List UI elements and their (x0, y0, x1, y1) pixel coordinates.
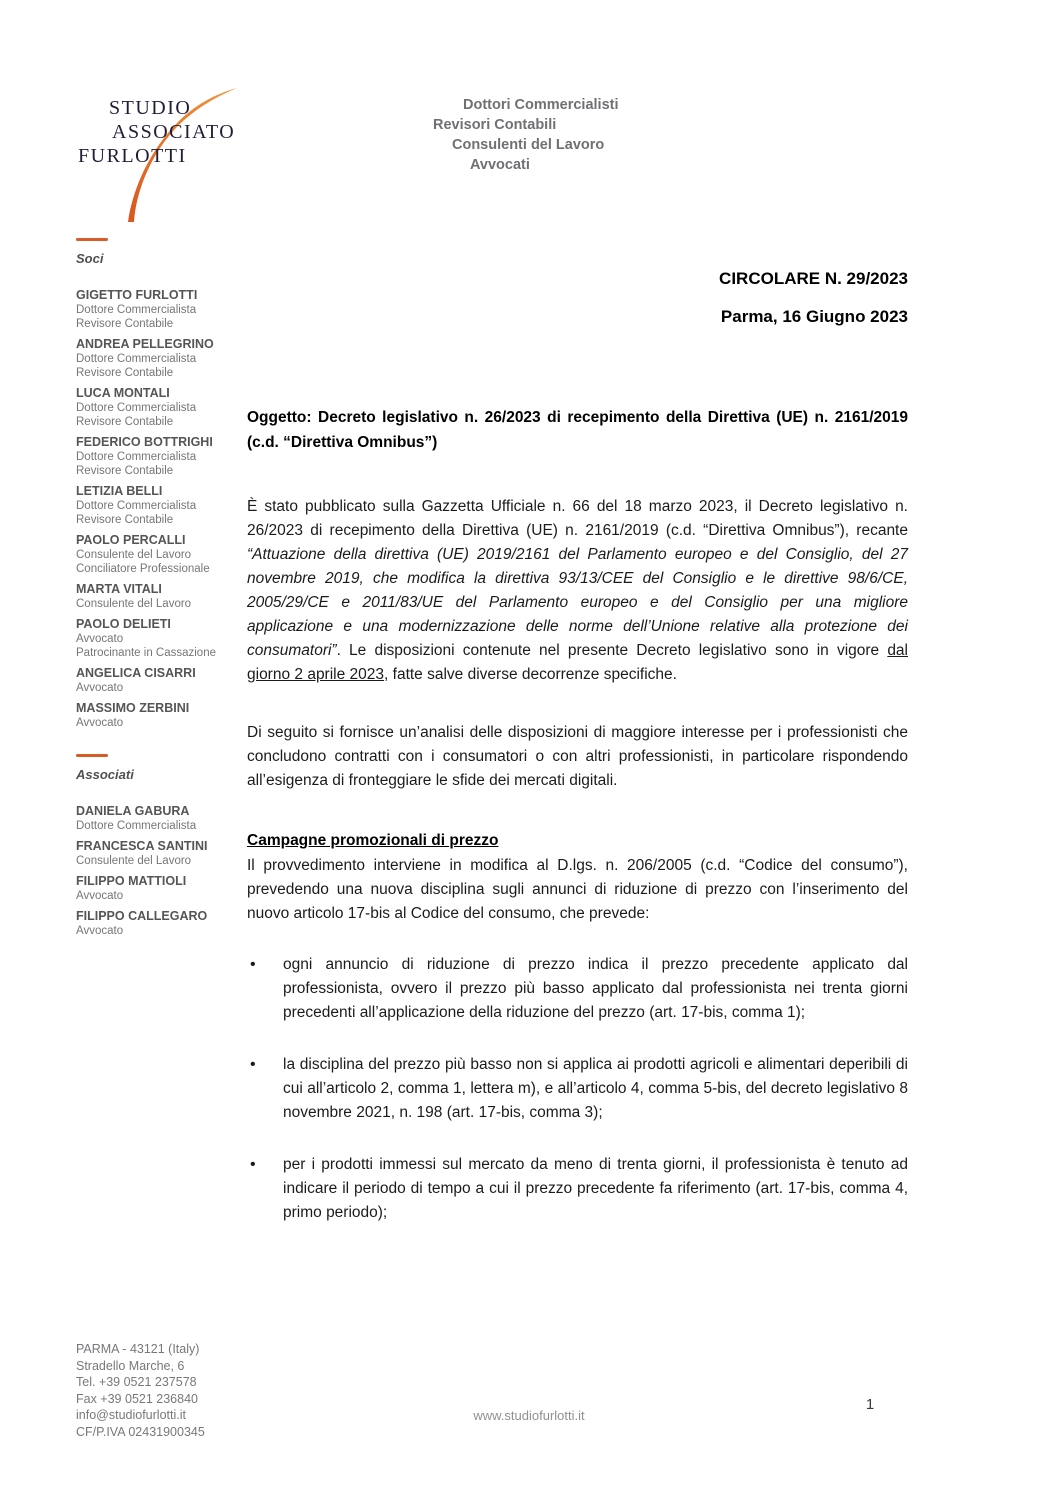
service-line: Dottori Commercialisti (463, 97, 619, 113)
address-line: info@studiofurlotti.it (76, 1408, 186, 1422)
soci-label: Soci (76, 251, 104, 266)
member-entry (76, 337, 236, 380)
paragraph-overview: Di seguito si fornisce un’analisi delle disposizioni di maggiore interesse per i professionisti che concludono contratti con i consumatori o con altri professionisti, in particolare rispondendo all’esigenza di fronteggiare le sfide dei mercati digitali. (247, 724, 908, 789)
address-line: Stradello Marche, 6 (76, 1358, 185, 1373)
sidebar (76, 238, 236, 944)
member-roles: Consulente del Lavoro (76, 855, 192, 867)
member-name: PAOLO DELIETI (76, 617, 171, 631)
member-roles: Avvocato (76, 925, 124, 937)
member-roles: Consulente del Lavoro (76, 598, 192, 610)
member-entry (76, 909, 236, 938)
member-name: DANIELA GABURA (76, 804, 190, 818)
member-entry (76, 386, 236, 429)
member-name: LUCA MONTALI (76, 386, 170, 400)
soci-list (76, 288, 236, 730)
member-name: PAOLO PERCALLI (76, 533, 186, 547)
member-name: MARTA VITALI (76, 582, 162, 596)
subject-line: Oggetto: Decreto legislativo n. 26/2023 di recepimento della Direttiva (UE) n. 2161/2019 (c.d. “Direttiva Omnibus”) (247, 409, 908, 451)
circular-number: CIRCOLARE N. 29/2023 (719, 269, 908, 288)
member-roles: Dottore Commercialista Revisore Contabile (76, 402, 197, 428)
member-entry (76, 435, 236, 478)
accent-dash (76, 238, 108, 241)
logo-text-line: FURLOTTI (78, 145, 187, 167)
section-heading: Campagne promozionali di prezzo (247, 832, 499, 849)
member-entry (76, 839, 236, 868)
service-line: Consulenti del Lavoro (452, 137, 605, 153)
dateline: Parma, 16 Giugno 2023 (720, 307, 908, 326)
member-name: FILIPPO CALLEGARO (76, 909, 208, 923)
member-roles: Dottore Commercialista (76, 820, 197, 832)
member-roles: Dottore Commercialista Revisore Contabile (76, 451, 197, 477)
member-name: GIGETTO FURLOTTI (76, 288, 198, 302)
bullet-item: • ogni annuncio di riduzione di prezzo indica il prezzo precedente applicato dal professionista, ovvero il prezzo più basso applicato dal professionista nei trenta giorni precedenti all’applicazione della riduzione del prezzo (art. 17-bis, comma 1); (247, 953, 908, 1025)
footer-address (76, 1341, 205, 1440)
member-roles: Avvocato (76, 890, 124, 902)
bullet-item: • la disciplina del prezzo più basso non si applica ai prodotti agricoli e alimentari deperibili di cui all’articolo 2, comma 1, lettera m), e all’articolo 4, comma 5-bis, del decreto legislativo 8 novembre 2021, n. 198 (art. 17-bis, comma 3); (247, 1053, 908, 1125)
member-entry (76, 288, 236, 331)
member-entry (76, 874, 236, 903)
member-name: ANGELICA CISARRI (76, 666, 196, 680)
footer-website: www.studiofurlotti.it (473, 1408, 585, 1423)
member-roles: Dottore Commercialista Revisore Contabile (76, 500, 197, 526)
service-line: Avvocati (470, 157, 530, 173)
member-roles: Consulente del Lavoro Conciliatore Professionale (76, 549, 210, 575)
address-line: PARMA - 43121 (Italy) (76, 1342, 200, 1356)
bullet-list (247, 953, 908, 1225)
member-name: FRANCESCA SANTINI (76, 839, 208, 853)
associati-list (76, 804, 236, 938)
member-roles: Dottore Commercialista Revisore Contabile (76, 353, 197, 379)
member-name: FEDERICO BOTTRIGHI (76, 435, 213, 449)
member-roles: Avvocato Patrocinante in Cassazione (76, 633, 216, 659)
paragraph-intro: È stato pubblicato sulla Gazzetta Ufficiale n. 66 del 18 marzo 2023, il Decreto legislativo n. 26/2023 di recepimento della Direttiva (UE) n. 2161/2019 (c.d. “Direttiva Omnibus”), recante “Attuazione della direttiva (UE) 2019/2161 del Parlamento europeo e del Consiglio, del 27 novembre 2019, che modifica la direttiva 93/13/CEE del Consiglio e le direttive 98/6/CE, 2005/29/CE e 2011/83/UE del Parlamento europeo e del Consiglio per una migliore applicazione e una modernizzazione delle norme dell’Unione relative alla protezione dei consumatori”. Le disposizioni contenute nel presente Decreto legislativo sono in vigore dal giorno 2 aprile 2023, fatte salve diverse decorrenze specifiche. (247, 498, 908, 683)
member-name: MASSIMO ZERBINI (76, 701, 190, 715)
member-entry (76, 804, 236, 833)
member-entry (76, 701, 236, 730)
member-roles: Avvocato (76, 682, 124, 694)
paragraph-section-intro: Il provvedimento interviene in modifica al D.lgs. n. 206/2005 (c.d. “Codice del consumo”), prevedendo una nuova disciplina sugli annunci di riduzione di prezzo con l’inserimento del nuovo articolo 17-bis al Codice del consumo, che prevede: (247, 857, 908, 922)
associati-label: Associati (76, 767, 134, 782)
page-number: 1 (865, 1396, 875, 1413)
member-roles: Avvocato (76, 717, 124, 729)
member-entry (76, 582, 236, 611)
address-line: Fax +39 0521 236840 (76, 1391, 198, 1406)
service-line: Revisori Contabili (433, 117, 557, 133)
letter-header (247, 268, 908, 328)
member-name: FILIPPO MATTIOLI (76, 874, 187, 888)
member-entry (76, 617, 236, 660)
address-line: CF/P.IVA 02431900345 (76, 1424, 205, 1439)
member-name: LETIZIA BELLI (76, 484, 163, 498)
member-entry (76, 484, 236, 527)
logo-text-line: STUDIO (109, 97, 192, 119)
accent-dash (76, 754, 108, 757)
member-entry (76, 666, 236, 695)
logo-text-line: ASSOCIATO (112, 121, 236, 143)
member-entry (76, 533, 236, 576)
address-line: Tel. +39 0521 237578 (76, 1375, 197, 1389)
letter-body (247, 0, 908, 1253)
member-name: ANDREA PELLEGRINO (76, 337, 214, 351)
member-roles: Dottore Commercialista Revisore Contabile (76, 304, 197, 330)
bullet-item: • per i prodotti immessi sul mercato da meno di trenta giorni, il professionista è tenuto ad indicare il periodo di tempo a cui il prezzo precedente fa riferimento (art. 17-bis, comma 4, primo periodo); (247, 1153, 908, 1225)
